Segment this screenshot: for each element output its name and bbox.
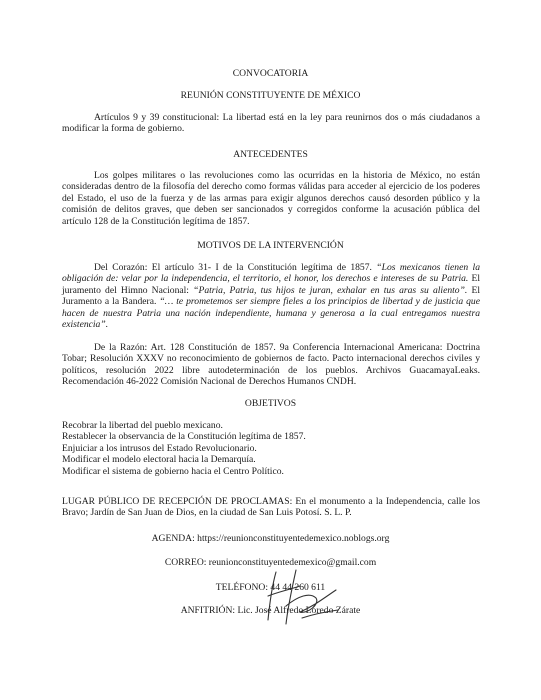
agenda-line: AGENDA: https://reunionconstituyentedemexico.noblogs.org [151,533,390,544]
objetivo-item: Modificar el sistema de gobierno hacia el Centro Político. [62,465,284,477]
corazon-quote-flag: “… te prometemos ser siempre fieles a los principios de libertad y de justicia que hacen de nuestra Patria una nación independiente, humana y generosa a la cual entregamos nuestra existencia”. [62,296,480,331]
corazon-hymn-lead: El juramento del Himno Nacional: [62,273,480,296]
objetivo-item: Enjuiciar a los intrusos del Estado Revolucionario. [62,442,257,454]
corazon-paragraph [62,262,480,330]
corazon-quote-hymn: “Patria, Patria, tus hijos te juran, exhalar en tus aras su aliento”. [193,284,468,296]
corazon-lead: Del Corazón: El artículo 31- I de la Constitución legítima de 1857. [94,262,377,273]
lugar-paragraph: LUGAR PÚBLICO DE RECEPCIÓN DE PROCLAMAS: En el monumento a la Independencia, calle los Bravo; Jardín de San Juan de Dios, en la ciudad de San Luis Potosí. S. L. P. [62,496,480,519]
intro-paragraph: Artículos 9 y 39 constitucional: La libertad está en la ley para reunirnos dos o más ciudadanos a modificar la forma de gobierno. [62,112,480,135]
antecedentes-paragraph: Los golpes militares o las revoluciones como las ocurridas en la historia de México, no están consideradas dentro de la filosofía del derecho como formas válidas para acceder al ejercicio de los poderes del Estado, el uso de la fuerza y de las armas para exigir algunos derechos causó desorden público y la comisión de delitos graves, que deben ser sancionados y corregidos conforme la acusación pública del artículo 128 de la Constitución legítima de 1857. [62,170,480,227]
document-title: CONVOCATORIA [232,68,309,79]
razon-paragraph: De la Razón: Art. 128 Constitución de 1857. 9a Conferencia Internacional Americana: Doctrina Tobar; Resolución XXXV no reconocimiento de gobiernos de facto. Pacto internacional derechos civiles y políticos, resolución 2022 libre autodeterminación de los pueblos. Archivos GuacamayaLeaks. Recomendación 46-2022 Comisión Nacional de Derechos Humanos CNDH. [62,342,480,388]
antecedentes-heading: ANTECEDENTES [233,149,308,160]
objetivo-item: Modificar el modelo electoral hacia la Demarquía. [62,454,256,466]
objetivo-item: Restablecer la observancia de la Constitución legítima de 1857. [62,431,306,443]
corazon-flag-lead: El Juramento a la Bandera. [62,284,480,308]
objetivo-item: Recobrar la libertad del pueblo mexicano. [62,420,223,431]
telefono-line: TELÉFONO: 44 44 260 611 [215,582,326,593]
motivos-heading: MOTIVOS DE LA INTERVENCIÓN [197,240,344,251]
corazon-quote-article: “Los mexicanos tienen la obligación de: velar por la independencia, el territorio, el honor, los derechos e intereses de su Patria. [62,262,480,285]
objetivos-heading: OBJETIVOS [244,398,297,409]
objetivos-list [62,420,480,477]
handwritten-signature [258,566,344,628]
document-subtitle: REUNIÓN CONSTITUYENTE DE MÉXICO [180,90,361,101]
anfitrion-line: ANFITRIÓN: Lic. José Alfredo Loredo Zárate [180,605,361,616]
correo-line: CORREO: reunionconstituyentedemexico@gmail.com [164,557,377,568]
